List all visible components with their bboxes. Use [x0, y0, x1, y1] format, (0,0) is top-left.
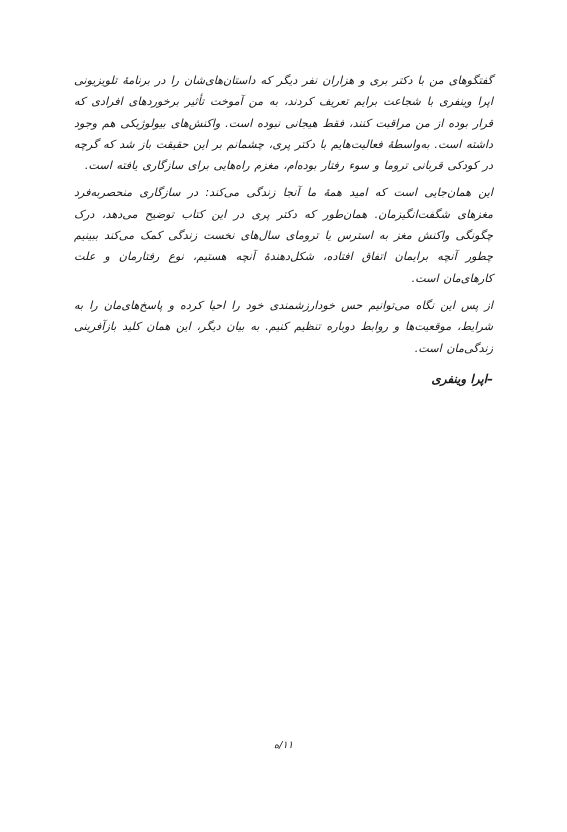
paragraph-3: از پس این نگاه می‌توانیم حس خودارزشمندی خود را احیا کرده و پاسخ‌های‌مان را به شرایط، موقعیت‌ها و روابط دوباره تنظیم کنیم. به بیان دیگر، این همان کلید بازآفرینی زندگی‌مان است. [74, 298, 493, 355]
paragraph-1: گفتگوهای من با دکتر بری و هزاران نفر دیگر که داستان‌های‌شان را در برنامهٔ تلویزیونی اپرا وینفری با شجاعت برایم تعریف کردند، به من آموخت تأثیر برخوردهای افرادی که قرار بوده از من مراقبت کنند، فقط هیجانی نبوده است. واکنش‌های بیولوژیکی هم وجود داشته است. به‌واسطهٔ فعالیت‌هایم با دکتر پری، چشمانم بر این حقیقت باز شد که گرچه در کودکی قربانی تروما و سوء رفتار بوده‌ام، مغزم راه‌هایی برای سازگاری یافته است. [74, 74, 493, 173]
foreword-body [74, 70, 493, 389]
paragraph-2: این همان‌جایی است که امید همهٔ ما آنجا زندگی می‌کند: در سازگاری منحصربه‌فرد مغزهای شگفت‌انگیزمان. همان‌طور که دکتر پری در این کتاب توضیح می‌دهد، درک چگونگی واکنش مغز به استرس یا ترومای سال‌های نخست زندگی کمک می‌کند ببینیم چطور آنچه برایمان اتفاق افتاده، شکل‌دهندهٔ آنچه هستیم، نوع رفتارمان و علت کارهای‌مان است. [74, 186, 493, 285]
page-number: ۱۱/ه [273, 740, 294, 751]
author-signature: –اپرا وینفری [431, 371, 493, 386]
